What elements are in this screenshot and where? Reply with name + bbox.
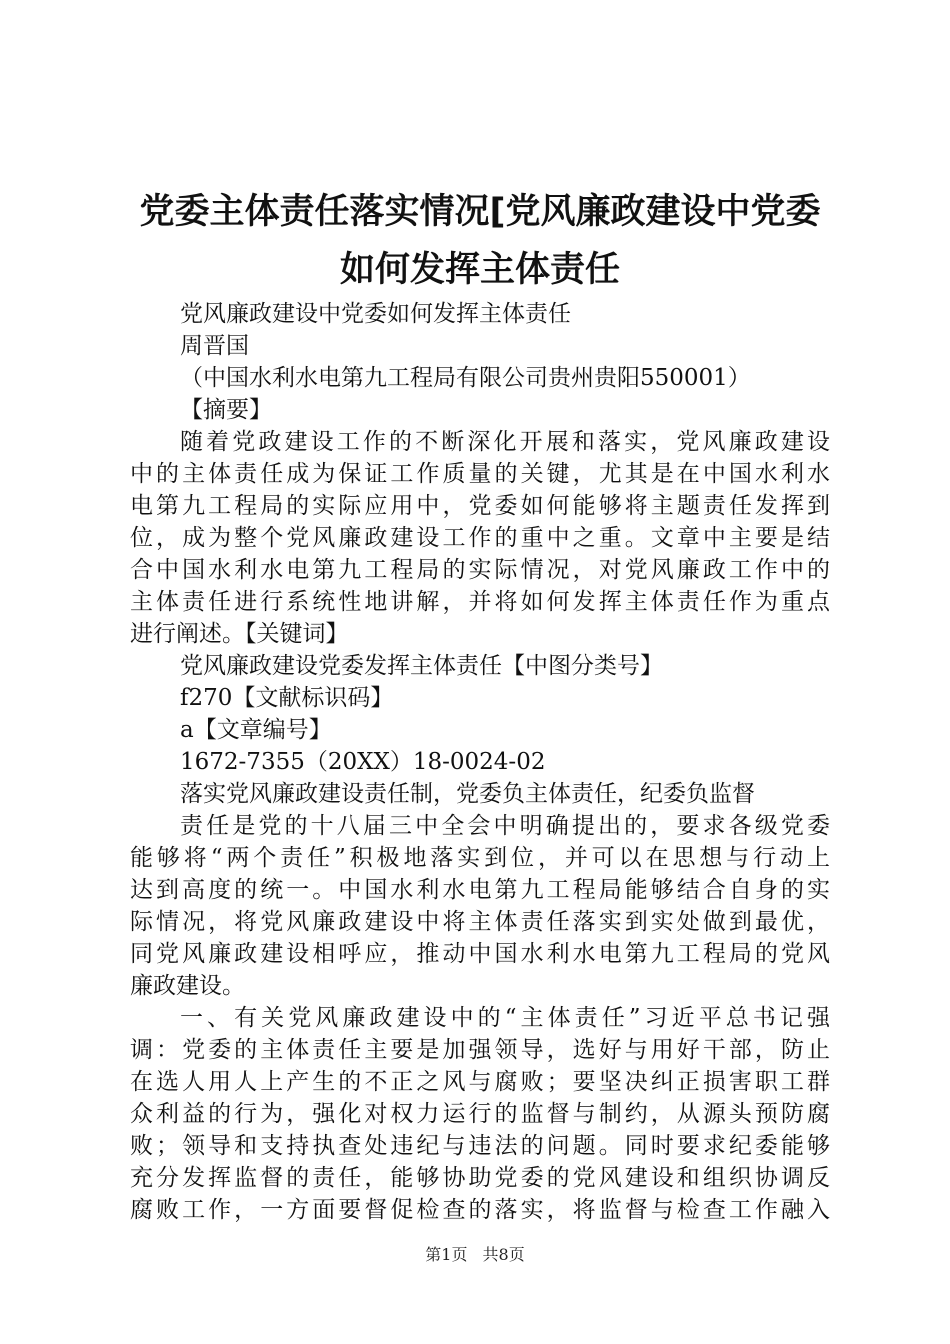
document-title-line-2: 如何发挥主体责任 bbox=[339, 250, 620, 290]
body-line: 同党风廉政建设相呼应，推动中国水利水电第九工程局的党风 bbox=[130, 941, 830, 967]
document-title-line-1: 党委主体责任落实情况[党风廉政建设中党委 bbox=[139, 192, 821, 232]
body-line: 中的主体责任成为保证工作质量的关键，尤其是在中国水利水 bbox=[130, 461, 830, 487]
body-line: 合中国水利水电第九工程局的实际情况，对党风廉政工作中的 bbox=[130, 557, 830, 583]
document-body bbox=[130, 298, 830, 1226]
body-line: 在选人用人上产生的不正之风与腐败；要坚决纠正损害职工群 bbox=[130, 1069, 830, 1095]
body-line: 【摘要】 bbox=[180, 397, 272, 423]
body-line: 调：党委的主体责任主要是加强领导，选好与用好干部，防止 bbox=[130, 1037, 830, 1063]
body-line: 能够将“两个责任”积极地落实到位，并可以在思想与行动上 bbox=[130, 845, 830, 871]
body-line: 随着党政建设工作的不断深化开展和落实，党风廉政建设 bbox=[180, 429, 830, 455]
body-line: 主体责任进行系统性地讲解，并将如何发挥主体责任作为重点 bbox=[130, 589, 830, 615]
body-line: 党风廉政建设中党委如何发挥主体责任 bbox=[180, 301, 571, 327]
body-line: 际情况，将党风廉政建设中将主体责任落实到实处做到最优， bbox=[130, 909, 830, 935]
body-line: 位，成为整个党风廉政建设工作的重中之重。文章中主要是结 bbox=[130, 525, 830, 551]
body-line: a【文章编号】 bbox=[180, 717, 332, 743]
body-line: 责任是党的十八届三中全会中明确提出的，要求各级党委 bbox=[180, 813, 830, 839]
body-line: 廉政建设。 bbox=[130, 973, 245, 999]
body-line: 周晋国 bbox=[180, 333, 249, 359]
body-line: 达到高度的统一。中国水利水电第九工程局能够结合自身的实 bbox=[130, 877, 830, 903]
body-line: 一、有关党风廉政建设中的“主体责任”习近平总书记强 bbox=[180, 1005, 830, 1031]
page-number: 第1页 bbox=[425, 1245, 468, 1264]
body-line: 1672-7355（20XX）18-0024-02 bbox=[180, 749, 546, 775]
body-line: 党风廉政建设党委发挥主体责任【中图分类号】 bbox=[180, 653, 663, 679]
body-line: 众利益的行为，强化对权力运行的监督与制约，从源头预防腐 bbox=[130, 1101, 830, 1127]
body-line: 败；领导和支持执查处违纪与违法的问题。同时要求纪委能够 bbox=[130, 1133, 830, 1159]
body-line: （中国水利水电第九工程局有限公司贵州贵阳550001） bbox=[180, 365, 751, 391]
page-total: 共8页 bbox=[482, 1245, 525, 1264]
body-line: 充分发挥监督的责任，能够协助党委的党风建设和组织协调反 bbox=[130, 1165, 830, 1191]
body-line: 电第九工程局的实际应用中，党委如何能够将主题责任发挥到 bbox=[130, 493, 830, 519]
page-footer bbox=[0, 1242, 950, 1265]
body-line: 落实党风廉政建设责任制，党委负主体责任，纪委负监督 bbox=[180, 781, 755, 807]
body-line: 进行阐述。【关键词】 bbox=[130, 621, 349, 647]
body-line: 腐败工作，一方面要督促检查的落实，将监督与检查工作融入 bbox=[130, 1197, 830, 1223]
body-line: f270【文献标识码】 bbox=[180, 685, 394, 711]
